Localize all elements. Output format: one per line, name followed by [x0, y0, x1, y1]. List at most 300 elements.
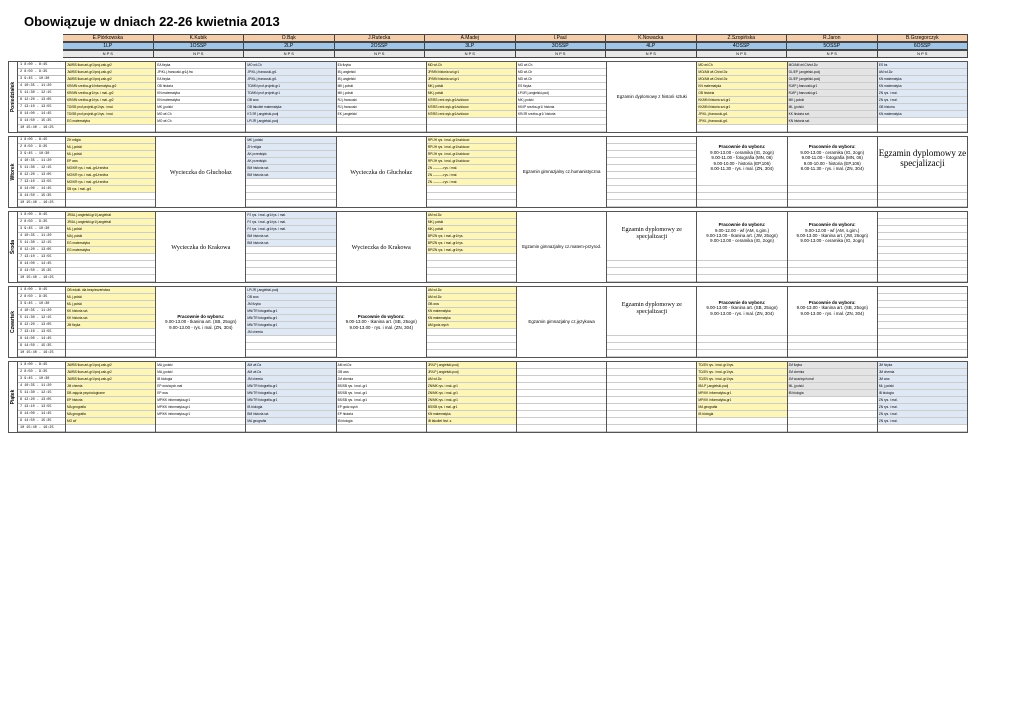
lesson-cell: KK/IP rzeźba-gr1/ historia [517, 104, 606, 111]
lesson-cell [878, 240, 967, 247]
class-column [427, 137, 517, 207]
day-label [8, 212, 18, 282]
lesson-cell [788, 350, 877, 357]
lesson-cell [427, 336, 516, 343]
class-column [697, 212, 787, 282]
lesson-cell [427, 186, 516, 193]
lesson-cell: TD/ZN rys. i mal.-gr1/rys. [697, 369, 786, 376]
sub-header: N P S [63, 50, 154, 58]
lesson-cell: MO/AM wf-Ch/wf-Dz [697, 69, 786, 76]
hour-slot: 5 11:30 - 12:15 [18, 390, 65, 397]
event-line: 9.00-12.00 - wf (AM, s.gim.) [714, 227, 770, 233]
lesson-cell: AM wf-Dz [246, 369, 335, 376]
lesson-cell: ES fizyka [517, 83, 606, 90]
lesson-cell [607, 144, 696, 151]
event-line: 9.00-13.00 - ceramika (IG, 2ogn) [800, 149, 865, 155]
class-column [517, 362, 607, 432]
lesson-cell: RJ/IP j.francuski-gr1 [788, 83, 877, 90]
lesson-cell: LP/JR j.angielski-podj [517, 90, 606, 97]
lesson-cell: JP/MN historia szt-gr1 [427, 69, 516, 76]
lesson-cell: IB biologia [697, 411, 786, 418]
lesson-cell [337, 425, 426, 432]
class-column [427, 362, 517, 432]
lesson-cell: MP/KK informatyka-gr1 [156, 411, 245, 418]
class-column [607, 137, 697, 207]
lesson-cell [427, 261, 516, 268]
lesson-cell [788, 425, 877, 432]
day-label [8, 287, 18, 357]
hour-slot: 2 8:50 - 9:35 [18, 294, 65, 301]
lesson-cell [878, 261, 967, 268]
lesson-cell: JW/BS tkan.art-gr1/proj.zab-gr2 [66, 376, 155, 383]
lesson-cell: BM historia szt. [246, 165, 335, 172]
lesson-cell: RP/JH rys. i mal.-gr1/szkicow [427, 158, 516, 165]
lesson-cell: EA fizyka [156, 62, 245, 69]
lesson-cell: MP/KK informatyka-gr1 [156, 404, 245, 411]
lesson-cell [788, 261, 877, 268]
lesson-cell: ML j.polski [66, 301, 155, 308]
lesson-cell: JM chemia [246, 329, 335, 336]
lesson-cell: IB/LP j.angielski-podj [697, 383, 786, 390]
lesson-cell: MO wf-Ch [517, 62, 606, 69]
lesson-cell [788, 411, 877, 418]
event-note [697, 137, 786, 179]
lesson-cell [607, 383, 696, 390]
lesson-cell [337, 118, 426, 125]
hour-slot: 3 9:45 - 10:30 [18, 301, 65, 308]
hour-slot: 7 13:10 - 13:55 [18, 404, 65, 411]
hours-column [18, 137, 66, 207]
lesson-cell [697, 186, 786, 193]
lesson-cell: RJ/IP j.francuski-gr1 [788, 90, 877, 97]
lesson-cell: JR/LP j.angielski-podj [427, 369, 516, 376]
class-column [607, 62, 697, 132]
hour-slot: 1 8:00 - 8:45 [18, 362, 65, 369]
lesson-cell: OB edukt. dla bezpieczeństwa [66, 287, 155, 294]
lesson-cell [878, 329, 967, 336]
lesson-cell [788, 336, 877, 343]
lesson-cell [517, 125, 606, 132]
lesson-cell [607, 404, 696, 411]
hour-slot: 4 10:35 - 11:20 [18, 83, 65, 90]
event-line: 8.00-11.30 - rys. i mal. (ZN, 304) [710, 166, 774, 172]
lesson-cell: JP/KL j.francuski-gr1 [697, 118, 786, 125]
lesson-cell: ZN ----------rys. i mal. [427, 172, 516, 179]
hour-slot: 2 8:50 - 9:35 [18, 219, 65, 226]
lesson-cell: BM historia szt. [246, 172, 335, 179]
lesson-cell: ZH religia [246, 144, 335, 151]
lesson-cell [427, 118, 516, 125]
lesson-cell [607, 411, 696, 418]
hour-slot: 10 15:40 - 16:25 [18, 350, 65, 357]
hour-slot: 6 12:20 - 13:05 [18, 172, 65, 179]
lesson-cell: BP/ZN rys. i mal.-gr1/rys. [427, 233, 516, 240]
lesson-cell: MN/TR fotografia-gr1 [246, 383, 335, 390]
lesson-cell: BM historia szt. [246, 233, 335, 240]
lesson-cell: JR/AL j.angielski-gr1/j.angielski [66, 212, 155, 219]
event-note [878, 137, 967, 179]
class-column [697, 287, 787, 357]
lesson-cell: EP historia [66, 397, 155, 404]
lesson-cell [246, 193, 335, 200]
lesson-cell: KR/MN rzeźba-gr1/rys. i mal.-gr2 [66, 97, 155, 104]
lesson-cell [607, 350, 696, 357]
lesson-cell: MT/BS rzeź.wyk-gr1/szkicow [427, 97, 516, 104]
lesson-cell: BM historia szt. [246, 411, 335, 418]
lesson-cell [517, 425, 606, 432]
lesson-cell [697, 343, 786, 350]
lesson-cell [878, 343, 967, 350]
class-column [878, 362, 968, 432]
event-note [788, 212, 877, 254]
event-line: Egzamin dyplomowy z historii sztuki [616, 94, 687, 100]
class-column [156, 137, 246, 207]
lesson-cell [878, 233, 967, 240]
lesson-cell [878, 308, 967, 315]
class-name: 3LP [425, 42, 516, 50]
lesson-cell [878, 254, 967, 261]
lesson-cell [788, 343, 877, 350]
lesson-cell [607, 151, 696, 158]
class-column [66, 362, 156, 432]
lesson-cell: AM wf-Dz [878, 69, 967, 76]
lesson-cell: KK/MN historia szt-gr1 [697, 97, 786, 104]
lesson-cell: ZN rys. i mal. [878, 418, 967, 425]
class-column [788, 62, 878, 132]
lesson-cell [427, 200, 516, 207]
lesson-cell [246, 261, 335, 268]
lesson-cell: DB zajęcia psychologiczne [66, 390, 155, 397]
hour-slot: 1 8:00 - 8:45 [18, 287, 65, 294]
hour-slot: 6 12:20 - 13:05 [18, 397, 65, 404]
day-name: Poniedziałek [10, 81, 16, 113]
lesson-cell: PJ rys. i mal.-gr1/rys. i mal. [246, 219, 335, 226]
teacher-name: Z.Szopińska [697, 34, 788, 42]
lesson-cell: MO wf [66, 418, 155, 425]
event-line: 9.00-10.00 - historia (EP,106) [803, 160, 861, 166]
lesson-cell: ZN/MK rys. i mal.-gr1 [427, 390, 516, 397]
lesson-cell [427, 275, 516, 282]
lesson-cell [517, 118, 606, 125]
lesson-cell: MO/AM wf-Ch/wf-Dz [788, 62, 877, 69]
lesson-cell: EG matematyka [66, 247, 155, 254]
lesson-cell: BS/SB rys. i mal.-gr1 [337, 397, 426, 404]
class-column [337, 362, 427, 432]
class-column [697, 137, 787, 207]
lesson-cell: MK j.polski [246, 137, 335, 144]
lesson-cell: JP/KL j.francuski-gr1 [697, 111, 786, 118]
lesson-cell [788, 200, 877, 207]
lesson-cell: SB rys. i mal.-gr1 [66, 186, 155, 193]
hour-slot: 4 10:35 - 11:20 [18, 383, 65, 390]
lesson-cell: IB biologia [337, 418, 426, 425]
lesson-cell [788, 397, 877, 404]
lesson-cell [427, 350, 516, 357]
lesson-cell [878, 193, 967, 200]
class-name: 5OSSP [787, 42, 878, 50]
lesson-cell [246, 125, 335, 132]
class-column [337, 62, 427, 132]
lesson-cell [697, 329, 786, 336]
day-block [8, 286, 968, 358]
day-name: Piątek [10, 389, 16, 405]
lesson-cell: RP/JH rys. i mal.-gr1/szkicow [427, 137, 516, 144]
lesson-cell: AM wf-Dz [427, 287, 516, 294]
hour-slot: 7 13:10 - 13:55 [18, 254, 65, 261]
hour-slot: 9 14:50 - 15:35 [18, 418, 65, 425]
lesson-cell: JM wos/wych.mał [788, 376, 877, 383]
lesson-cell [607, 158, 696, 165]
lesson-cell: BS/SB rys. i mal.-gr1 [337, 390, 426, 397]
lesson-cell [697, 425, 786, 432]
lesson-cell: MP/KK informatyka-gr1 [697, 397, 786, 404]
lesson-cell: MK j.polski [517, 97, 606, 104]
class-column [607, 287, 697, 357]
lesson-cell: ZN ----------rys. i mal. [427, 179, 516, 186]
lesson-cell [878, 118, 967, 125]
event-line: Egzamin gimnazjalny cz.matem-przyrod. [522, 244, 602, 250]
day-block [8, 361, 968, 433]
class-column [156, 212, 246, 282]
event-line: Wycieczka do Głuchołaz [169, 168, 232, 176]
lesson-cell: ZN rys. i mal. [878, 411, 967, 418]
lesson-cell: MO/KR rys. i mal.-gr1/rzeźba [66, 172, 155, 179]
lesson-cell [878, 212, 967, 219]
lesson-cell [697, 275, 786, 282]
lesson-cell: OB wos [246, 97, 335, 104]
hour-slot: 10 15:40 - 16:25 [18, 275, 65, 282]
lesson-cell: MO/KR rys. i mal.-gr1/rzeźba [66, 165, 155, 172]
lesson-cell: AM godz.wych [427, 322, 516, 329]
hour-slot: 1 8:00 - 8:45 [18, 212, 65, 219]
lesson-cell [878, 275, 967, 282]
lesson-cell: GL/EP j.angielski-podj [788, 69, 877, 76]
lesson-cell [878, 125, 967, 132]
event-line: Egzamin gimnazjalny cz.humanistyczna [522, 169, 601, 175]
class-column [427, 212, 517, 282]
lesson-cell: MK j.polski [788, 97, 877, 104]
sub-header: N P S [697, 50, 788, 58]
class-column [246, 137, 336, 207]
lesson-cell: JM fizyka [878, 362, 967, 369]
hour-slot: 9 14:50 - 15:35 [18, 268, 65, 275]
lesson-cell: EP wos/wych.mał [156, 383, 245, 390]
lesson-cell [607, 268, 696, 275]
lesson-cell: JM chemia [66, 383, 155, 390]
lesson-cell: AM wf-Dz [337, 362, 426, 369]
lesson-cell: KN matematyka [427, 308, 516, 315]
lesson-cell [788, 418, 877, 425]
hour-slot: 2 8:50 - 9:35 [18, 369, 65, 376]
event-line: Wycieczka do Krakowa [171, 243, 231, 251]
day-block [8, 211, 968, 283]
class-column [156, 362, 246, 432]
lesson-cell [878, 219, 967, 226]
lesson-cell: ZN rys. i mal. [878, 90, 967, 97]
event-line: Egzamin dyplomowy ze specjalizacji [621, 301, 682, 315]
event-line: 9.00-13.00 - ceramika (IG, 2ogn) [710, 149, 774, 155]
lesson-cell: ZN rys. i mal. [878, 97, 967, 104]
event-note [337, 287, 426, 357]
event-line: 9.00-13.00 - tkanina art. (SB, 25ogn) [165, 319, 237, 325]
event-line: 9.00-13.00 - tkanina art. (JW, 26ogn) [706, 233, 778, 238]
sub-header-row [8, 50, 968, 58]
lesson-cell: IB biologia [878, 390, 967, 397]
hour-slot: 2 8:50 - 9:35 [18, 69, 65, 76]
lesson-cell [697, 193, 786, 200]
sub-header: N P S [244, 50, 335, 58]
lesson-cell [427, 268, 516, 275]
lesson-cell: MD wf-Ch [427, 62, 516, 69]
class-column [156, 287, 246, 357]
lesson-cell: EP historia [337, 411, 426, 418]
lesson-cell: MA geografia [697, 404, 786, 411]
lesson-cell: PJ rys. i mal.-gr1/rys. i mal. [246, 212, 335, 219]
day-name: Czwartek [10, 311, 16, 333]
lesson-cell: MK j.polski [427, 226, 516, 233]
lesson-cell: ES bs [878, 62, 967, 69]
event-note [697, 287, 786, 329]
class-column [517, 287, 607, 357]
lesson-cell: MO wf-Ch [156, 118, 245, 125]
event-line: 9.00-13.00 - rys. i mal. (ZN, 304) [349, 324, 413, 330]
lesson-cell [788, 275, 877, 282]
lesson-cell: KK historia szt. [66, 315, 155, 322]
event-note [517, 212, 606, 282]
lesson-cell [427, 329, 516, 336]
lesson-cell: OB historia [156, 83, 245, 90]
lesson-cell [246, 275, 335, 282]
lesson-cell: MA j.polski [66, 233, 155, 240]
hour-slot: 5 11:30 - 12:15 [18, 315, 65, 322]
lesson-cell [517, 418, 606, 425]
hour-slot: 10 15:40 - 16:25 [18, 125, 65, 132]
lesson-cell [337, 125, 426, 132]
event-note [788, 287, 877, 329]
lesson-cell: IB biologia [788, 390, 877, 397]
lesson-cell: OB wos [427, 301, 516, 308]
teacher-name: J.Rutecka [335, 34, 426, 42]
lesson-cell [66, 254, 155, 261]
hours-column [18, 62, 66, 132]
lesson-cell: AK przedsięb. [246, 158, 335, 165]
hour-slot: 4 10:35 - 11:20 [18, 158, 65, 165]
hour-slot: 10 15:40 - 16:25 [18, 200, 65, 207]
lesson-cell [246, 186, 335, 193]
lesson-cell: TD/SB prof.projekt-gr1/rys. i mal. [66, 104, 155, 111]
lesson-cell [156, 125, 245, 132]
lesson-cell: ML j.polski [878, 383, 967, 390]
lesson-cell [788, 268, 877, 275]
lesson-cell [517, 411, 606, 418]
event-note [517, 287, 606, 357]
class-column [788, 362, 878, 432]
teacher-name: E.Piórkowska [63, 34, 154, 42]
lesson-cell [517, 404, 606, 411]
lesson-cell: JM chemia [337, 376, 426, 383]
lesson-cell [878, 268, 967, 275]
lesson-cell: JW/BS tkan.art-gr1/proj.zab-gr2 [66, 362, 155, 369]
lesson-cell [607, 254, 696, 261]
lesson-cell: LP/JR j.angielski-podj [246, 118, 335, 125]
lesson-cell [246, 268, 335, 275]
event-line: Pracownie do wyboru: [808, 144, 856, 150]
lesson-cell: MA j.polski [156, 362, 245, 369]
hour-slot: 9 14:50 - 15:35 [18, 343, 65, 350]
hour-slot: 7 13:10 - 13:55 [18, 329, 65, 336]
lesson-cell [427, 343, 516, 350]
event-line: 9.00-13.00 - rys. i mal. (ZN, 304) [800, 310, 864, 316]
lesson-cell: JM fizyka [66, 322, 155, 329]
schedule-grid [8, 34, 968, 433]
day-block [8, 136, 968, 208]
event-line: Egzamin dyplomowy ze specjalizacji [621, 226, 682, 240]
lesson-cell [878, 186, 967, 193]
lesson-cell [607, 336, 696, 343]
event-line: Egzamin dyplomowy ze specjalizacji [878, 148, 967, 168]
event-line: 9.00-13.00 - tkanina art. (SB, 25ogn) [706, 305, 778, 311]
hour-slot: 8 14:00 - 14:45 [18, 261, 65, 268]
lesson-cell: EA fizyka [156, 76, 245, 83]
lesson-cell [697, 268, 786, 275]
event-line: 9.00-13.00 - tkanina art. (JW, 26ogn) [796, 233, 868, 238]
class-name: 4OSSP [697, 42, 788, 50]
lesson-cell [697, 125, 786, 132]
lesson-cell: MD wf-Ch [517, 76, 606, 83]
event-line: Pracownie do wyboru: [718, 144, 766, 150]
lesson-cell: ZN rys. i mal. [878, 404, 967, 411]
lesson-cell: LP/JR j.angielski-podj [246, 287, 335, 294]
lesson-cell: KT/JR j.angielski-podj [246, 111, 335, 118]
lesson-cell [607, 165, 696, 172]
lesson-cell: KN matematyka [156, 90, 245, 97]
day-label [8, 137, 18, 207]
lesson-cell [878, 200, 967, 207]
sub-header: N P S [787, 50, 878, 58]
hour-slot: 8 14:00 - 14:45 [18, 111, 65, 118]
hour-slot: 1 8:00 - 8:45 [18, 137, 65, 144]
event-line: 8.00-11.30 - rys. i mal. (ZN, 304) [800, 166, 864, 172]
lesson-cell: JM chemia [246, 376, 335, 383]
event-line: Pracownie do wyboru: [718, 299, 766, 305]
lesson-cell [607, 137, 696, 144]
class-column [878, 62, 968, 132]
lesson-cell: MK j.polski [427, 83, 516, 90]
class-column [427, 287, 517, 357]
lesson-cell: AK przedsięb. [246, 151, 335, 158]
event-line: Pracownie do wyboru: [718, 222, 766, 228]
event-line: 9.00-13.00 - tkanina art. (SB, 25ogn) [345, 319, 417, 325]
lesson-cell: KN matematyka [878, 76, 967, 83]
lesson-cell: KN matematyka [427, 411, 516, 418]
hour-slot: 3 9:45 - 10:30 [18, 151, 65, 158]
lesson-cell: EP godz.wych [337, 404, 426, 411]
lesson-cell [66, 425, 155, 432]
lesson-cell: MN/TR fotografia-gr1 [246, 390, 335, 397]
lesson-cell [517, 397, 606, 404]
lesson-cell [697, 336, 786, 343]
lesson-cell: EK j.angielski [337, 111, 426, 118]
lesson-cell: TD/ZN rys. i mal.-gr1/rys. [697, 376, 786, 383]
class-column [66, 62, 156, 132]
lesson-cell [697, 261, 786, 268]
lesson-cell [607, 362, 696, 369]
class-column [66, 212, 156, 282]
event-line: 9.00-10.00 - historia (EP,106) [713, 160, 771, 166]
lesson-cell [607, 172, 696, 179]
lesson-cell: TD/MN prof.projekt-gr1 [246, 83, 335, 90]
lesson-cell [788, 404, 877, 411]
